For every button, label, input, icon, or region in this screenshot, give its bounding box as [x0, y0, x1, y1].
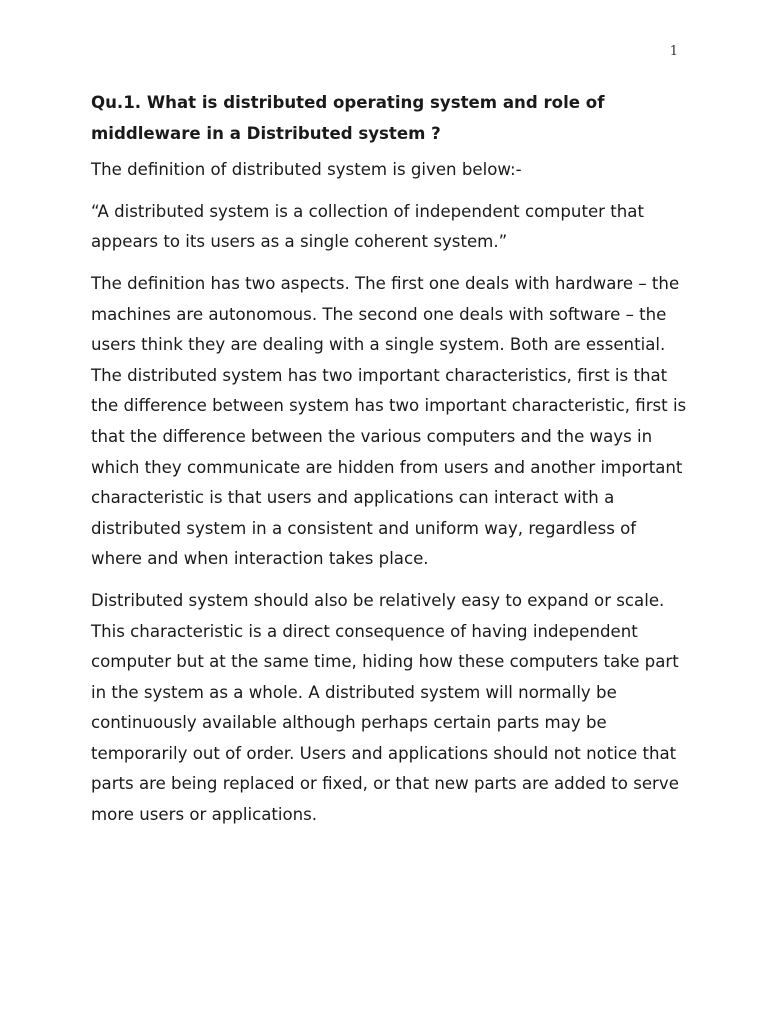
scalability-paragraph: Distributed system should also be relatively easy to expand or scale. This characteristic is a direct consequence of having independent computer but at the same time, hiding how these computers take part in the system as a whole. A distributed system will normally be continuously available although perhaps certain parts may be temporarily out of order. Users and applications should not notice that parts are being replaced or fixed, or that new parts are added to serve more users or applications. — [91, 590, 679, 825]
page-number: 1 — [669, 44, 678, 59]
question-heading: Qu.1. What is distributed operating system and role of middleware in a Distributed system ? — [91, 93, 605, 143]
document-body — [91, 88, 691, 842]
definition-intro-paragraph: The definition of distributed system is given below:- — [91, 160, 522, 180]
aspects-paragraph: The definition has two aspects. The first one deals with hardware – the machines are autonomous. The second one deals with software – the users think they are dealing with a single system. Both are essential. The distributed system has two important characteristics, first is that the difference between system has two important characteristic, first is that the difference between the various computers and the ways in which they communicate are hidden from users and another important characteristic is that users and applications can interact with a distributed system in a consistent and uniform way, regardless of where and when interaction takes place. — [91, 273, 687, 569]
definition-quote-paragraph: “A distributed system is a collection of independent computer that appears to its users as a single coherent system.” — [91, 201, 644, 252]
